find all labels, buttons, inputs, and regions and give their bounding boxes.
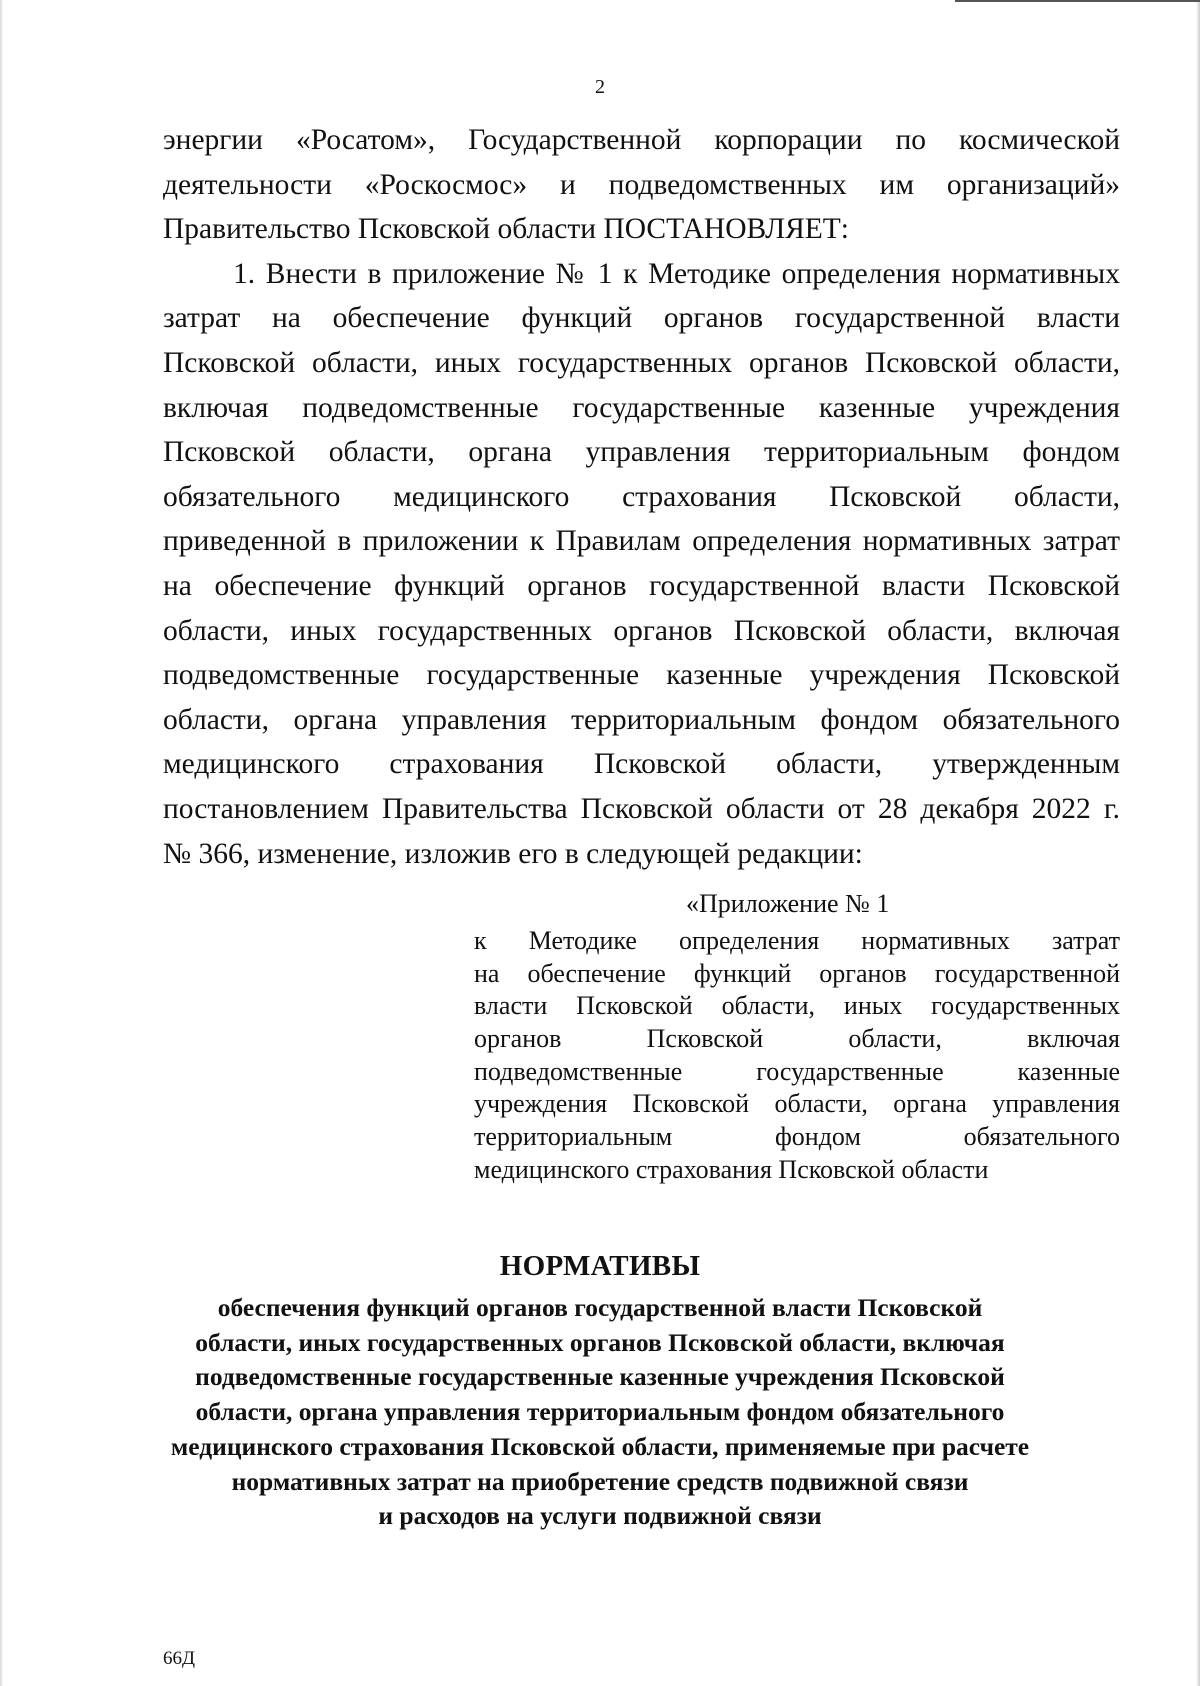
appendix-line: учреждения Псковской области, органа управления [474, 1089, 1120, 1119]
subheading-line: подведомственные государственные казенные учреждения Псковской [195, 1362, 1005, 1392]
scan-top-line [955, 0, 1200, 2]
body-line: медицинского страхования Псковской области, утвержденным [163, 748, 1120, 781]
subheading-line: обеспечения функций органов государственной власти Псковской [217, 1293, 983, 1322]
body-line: обязательного медицинского страхования Псковской области, [163, 480, 1120, 513]
subheading-line: области, иных государственных органов Псковской области, включая [195, 1327, 1005, 1357]
appendix-line: подведомственные государственные казенные [474, 1056, 1120, 1086]
page-number: 2 [595, 76, 605, 98]
body-line: деятельности «Роскосмос» и подведомственных им организаций» [163, 168, 1120, 201]
document-code: 66Д [163, 1648, 195, 1669]
body-line: области, органа управления территориальным фондом обязательного [163, 703, 1120, 736]
body-line: области, иных государственных органов Псковской области, включая [163, 614, 1120, 647]
section-subheading [0, 1291, 1200, 1534]
appendix-line: органов Псковской области, включая [474, 1024, 1120, 1054]
body-line: Псковской области, иных государственных органов Псковской области, [163, 346, 1120, 379]
appendix-line: территориальным фондом обязательного [474, 1122, 1120, 1152]
appendix-line: медицинского страхования Псковской области [474, 1154, 989, 1184]
body-line: включая подведомственные государственные казенные учреждения [163, 391, 1120, 424]
appendix-reference [474, 888, 1120, 1187]
subheading-line: и расходов на услуги подвижной связи [378, 1501, 822, 1531]
appendix-line: к Методике определения нормативных затрат [474, 926, 1120, 955]
body-line: на обеспечение функций органов государственной власти Псковской [163, 569, 1120, 602]
appendix-line: на обеспечение функций органов государственной [474, 958, 1120, 988]
body-line: Псковской области, органа управления территориальным фондом [163, 436, 1120, 469]
body-line: затрат на обеспечение функций органов государственной власти [163, 302, 1120, 335]
body-line: приведенной в приложении к Правилам определения нормативных затрат [163, 525, 1120, 558]
body-text [163, 118, 1120, 876]
appendix-line: власти Псковской области, иных государственных [474, 991, 1120, 1021]
section-heading: НОРМАТИВЫ [499, 1250, 701, 1282]
appendix-title: «Приложение № 1 [686, 889, 890, 918]
body-line: Правительство Псковской области ПОСТАНОВЛЯЕТ: [163, 213, 850, 246]
body-line: № 366, изменение, изложив его в следующей редакции: [163, 837, 863, 870]
subheading-line: медицинского страхования Псковской области, применяемые при расчете [170, 1431, 1030, 1461]
body-line: подведомственные государственные казенные учреждения Псковской [163, 659, 1120, 692]
body-line: 1. Внести в приложение № 1 к Методике определения нормативных [233, 257, 1120, 290]
subheading-line: области, органа управления территориальным фондом обязательного [195, 1397, 1005, 1427]
body-line: энергии «Росатом», Государственной корпорации по космической [163, 124, 1120, 156]
subheading-line: нормативных затрат на приобретение средств подвижной связи [231, 1466, 969, 1496]
body-line: постановлением Правительства Псковской области от 28 декабря 2022 г. [163, 792, 1120, 825]
